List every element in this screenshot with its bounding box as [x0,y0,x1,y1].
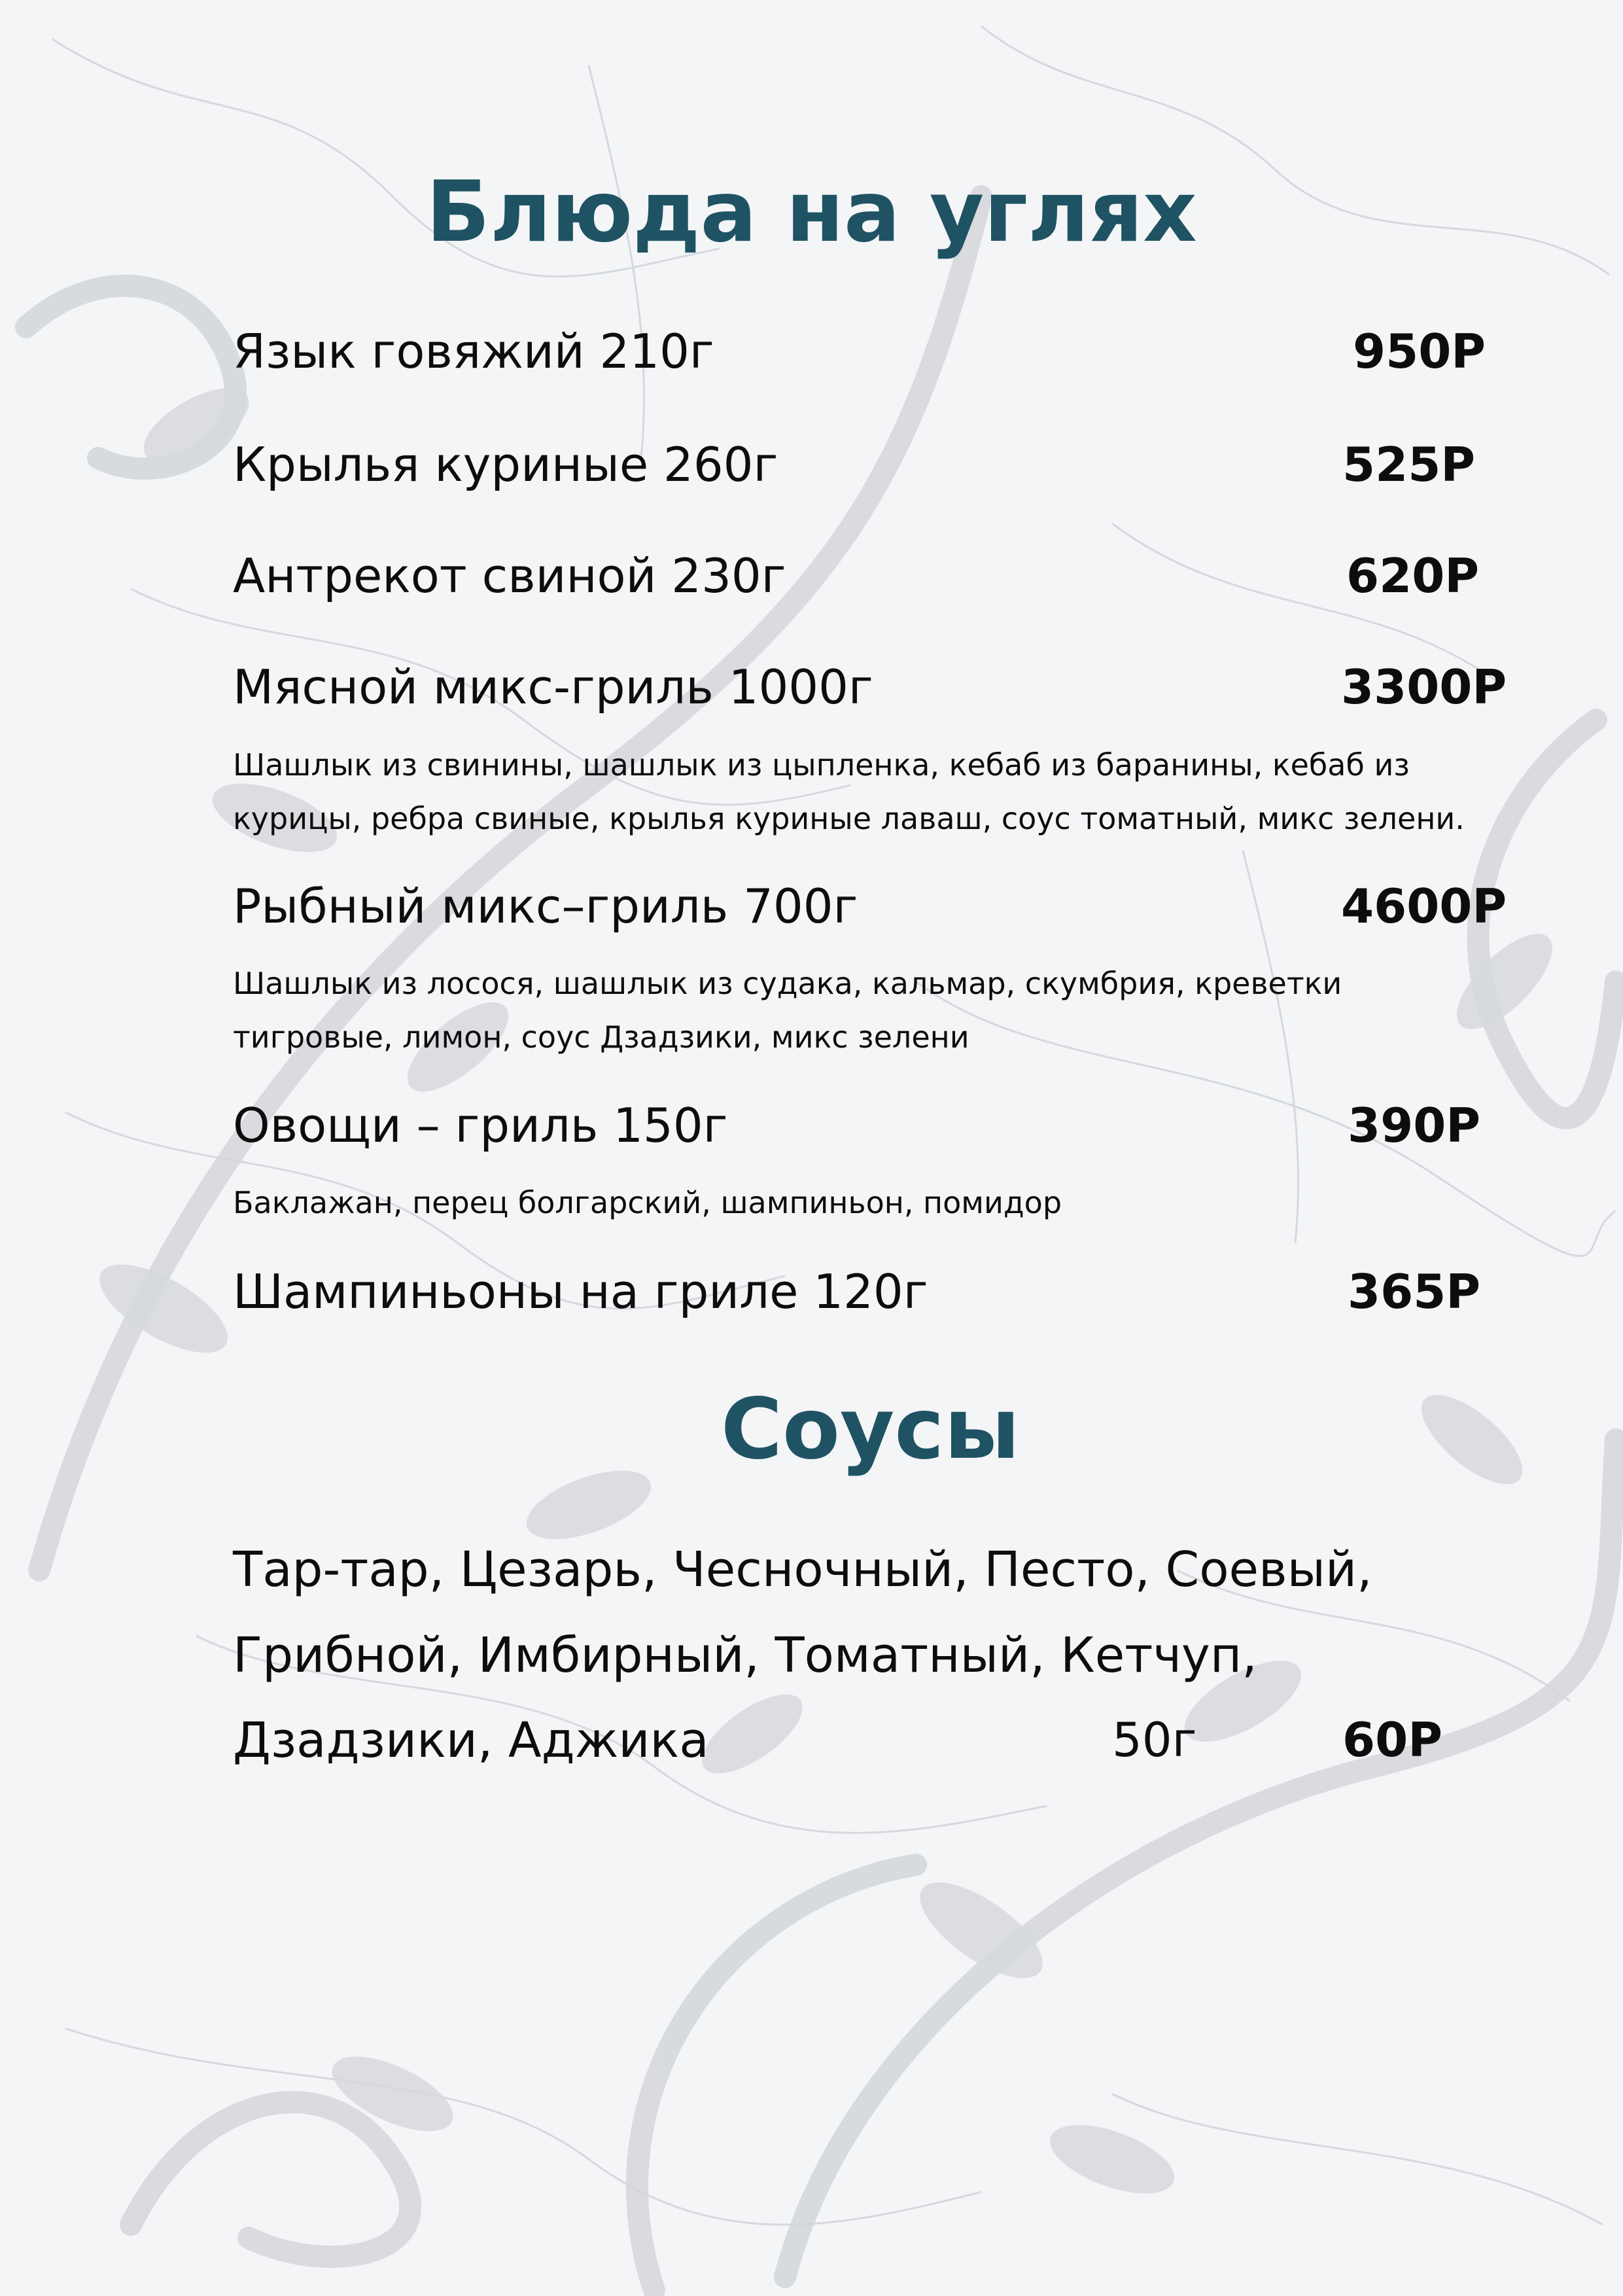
item-description: Баклажан, перец болгарский, шампиньон, помидор [233,1185,1062,1220]
item-name: Шампиньоны на гриле 120г [233,1264,928,1319]
sauces-section-title: Соусы [721,1381,1020,1478]
item-price: 365Р [1348,1264,1481,1319]
item-price: 390Р [1348,1098,1481,1153]
menu-item-tongue [233,324,1502,396]
item-price: 4600Р [1341,879,1507,934]
menu-item-entrecote [233,548,1502,620]
item-name: Мясной микс-гриль 1000г [233,660,873,715]
menu-item-meat-mix [233,660,1507,732]
item-price: 620Р [1346,548,1480,603]
menu-item-mushrooms [233,1264,1502,1336]
menu-item-vegetables [233,1098,1502,1170]
menu-item-fish-mix [233,879,1507,951]
menu-item-wings [233,437,1502,509]
sauce-price: 60Р [1342,1712,1442,1767]
item-price: 950Р [1353,324,1486,379]
sauce-list-line-1: Тар-тар, Цезарь, Чесночный, Песто, Соевый, [233,1542,1372,1598]
grill-section-title: Блюда на углях [426,164,1197,261]
item-price: 3300Р [1341,660,1507,715]
item-name: Крылья куриные 260г [233,437,778,492]
item-price: 525Р [1342,437,1476,492]
item-description: Шашлык из лосося, шашлык из судака, кальмар, скумбрия, креветки тигровые, лимон, соус Дзадзики, микс зелени [233,966,1342,1055]
item-name: Рыбный микс–гриль 700г [233,879,858,934]
item-name: Овощи – гриль 150г [233,1098,728,1153]
sauce-list-line-3: Дзадзики, Аджика [233,1712,709,1769]
item-name: Язык говяжий 210г [233,324,714,379]
sauce-weight: 50г [1112,1712,1197,1767]
item-description: Шашлык из свинины, шашлык из цыпленка, кебаб из баранины, кебаб из курицы, ребра свиные, крылья куриные лаваш, соус томатный, микс зелени. [233,747,1465,836]
sauce-list-line-2: Грибной, Имбирный, Томатный, Кетчуп, [233,1627,1257,1684]
item-name: Антрекот свиной 230г [233,548,786,603]
